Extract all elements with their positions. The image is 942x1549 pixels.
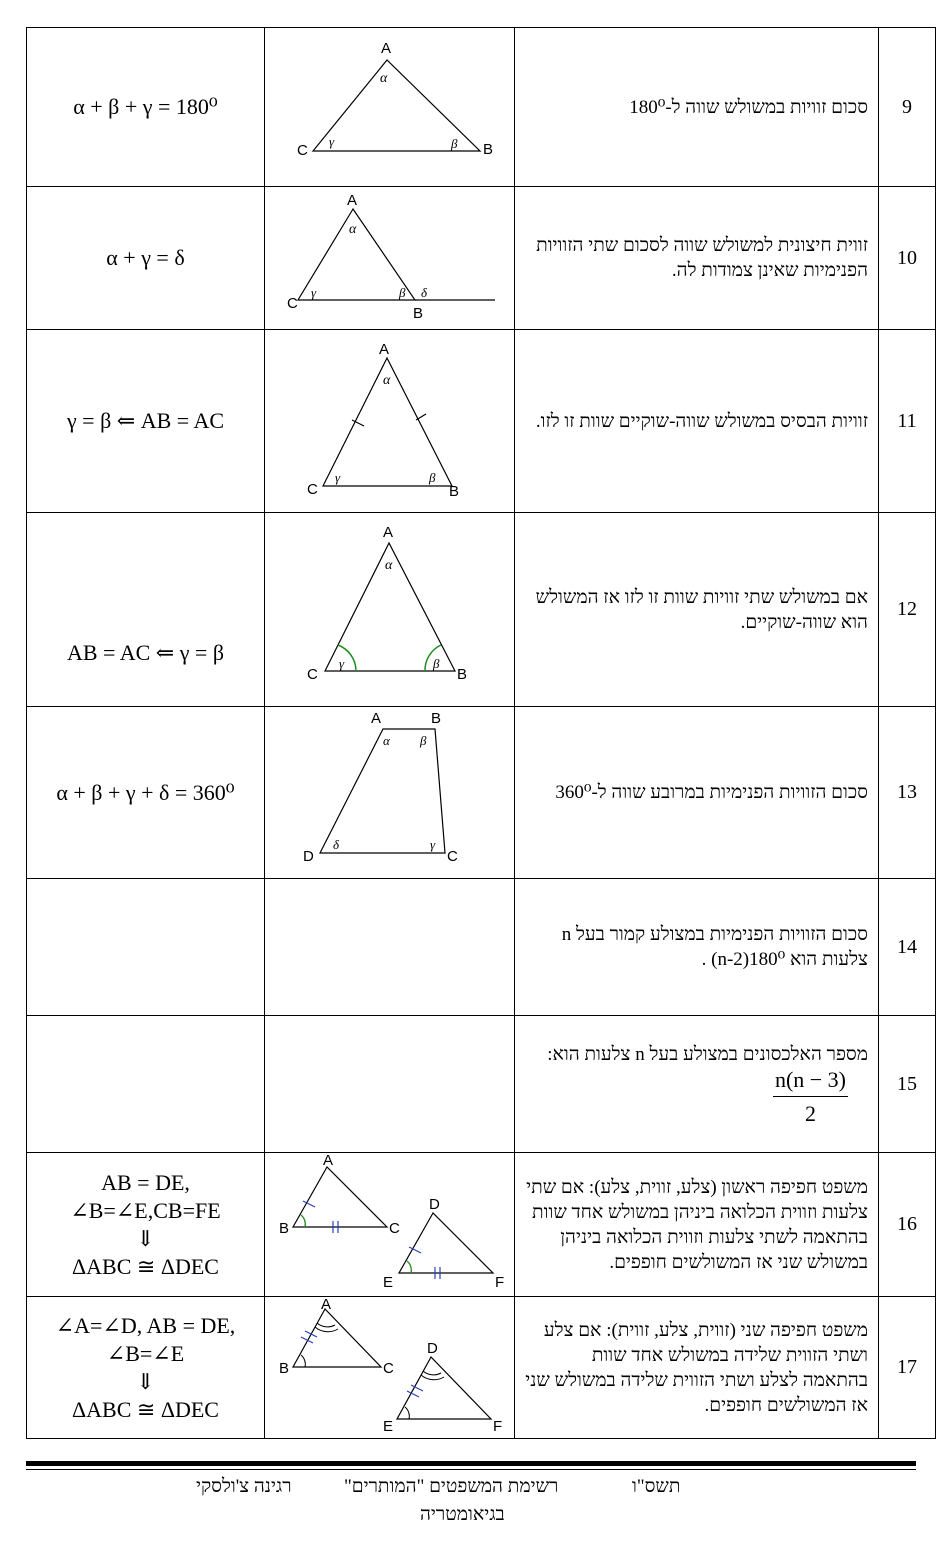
formula-line: ∠A=∠D, AB = DE, ∠B=∠E	[55, 1312, 236, 1366]
svg-text:γ: γ	[339, 656, 345, 671]
svg-text:β: β	[429, 470, 436, 485]
figure-cell	[265, 879, 515, 1016]
formula-cell: γ = β ⇐ AB = AC	[27, 330, 265, 513]
svg-text:β: β	[433, 656, 440, 671]
svg-text:A: A	[379, 341, 390, 358]
diagonals-fraction	[773, 1067, 848, 1126]
statement-cell: זוויות הבסיס במשולש שווה-שוקיים שוות זו לזו.	[515, 330, 879, 513]
row-number: 9	[879, 28, 936, 187]
svg-text:D: D	[427, 1340, 438, 1357]
statement-text: מספר האלכסונים במצולע בעל n צלעות הוא:	[547, 1044, 868, 1065]
svg-text:α: α	[349, 222, 357, 237]
formula-line: ΔABC ≅ ΔDEC	[72, 1253, 219, 1279]
footer-title: רשימת המשפטים "המותרים"	[344, 1476, 559, 1497]
svg-text:C: C	[297, 142, 308, 159]
formula-line: ΔABC ≅ ΔDEC	[72, 1396, 219, 1422]
figure-cell	[265, 330, 515, 513]
svg-text:B: B	[413, 305, 424, 322]
svg-text:A: A	[347, 192, 358, 209]
formula-cell	[27, 879, 265, 1016]
implies-arrow: ⇓	[136, 1368, 155, 1394]
statement-cell: סכום הזוויות הפנימיות במצולע קמור בעל n צלעות הוא 180⁰(n-2) .	[515, 879, 879, 1016]
figure-cell	[265, 1297, 515, 1439]
theorem-row-15	[27, 1016, 936, 1153]
svg-text:α: α	[385, 558, 393, 573]
statement-cell: משפט חפיפה ראשון (צלע, זווית, צלע): אם שתי צלעות וזווית הכלואה ביניהן במשולש אחד שוות בהתאמה לשתי צלעות וזווית הכלואה ביניהן במשולש שני אז המשולשים חופפים.	[515, 1153, 879, 1297]
statement-cell: סכום הזוויות הפנימיות במרובע שווה ל-360⁰	[515, 707, 879, 879]
svg-text:C: C	[307, 481, 318, 498]
svg-text:B: B	[483, 141, 494, 158]
theorem-row-11	[27, 330, 936, 513]
svg-text:A: A	[323, 1153, 334, 1169]
svg-text:B: B	[431, 710, 442, 727]
theorem-row-16	[27, 1153, 936, 1297]
figure-cell	[265, 707, 515, 879]
triangle-figure	[265, 28, 514, 181]
statement-cell: משפט חפיפה שני (זווית, צלע, זווית): אם צלע ושתי הזווית שלידה במשולש אחד שוות בהתאמה לצלע ושתי הזווית שלידה במשולש שני אז המשולשים חופפים.	[515, 1297, 879, 1439]
svg-text:B: B	[457, 666, 468, 683]
row-number: 16	[879, 1153, 936, 1297]
svg-text:α: α	[383, 733, 390, 748]
formula-line: AB = DE, ∠B=∠E,CB=FE	[70, 1169, 221, 1223]
theorem-row-9	[27, 28, 936, 187]
row-number: 15	[879, 1016, 936, 1153]
theorem-row-10	[27, 187, 936, 330]
row-number: 14	[879, 879, 936, 1016]
row-number: 12	[879, 513, 936, 707]
svg-text:δ: δ	[421, 285, 428, 300]
fraction-numerator: n(n − 3)	[773, 1067, 848, 1097]
figure-cell	[265, 28, 515, 187]
figure-cell	[265, 187, 515, 330]
statement-cell: אם במשולש שתי זוויות שוות זו לזו אז המשולש הוא שווה-שוקיים.	[515, 513, 879, 707]
row-number: 11	[879, 330, 936, 513]
svg-text:α: α	[380, 71, 388, 86]
svg-text:C: C	[389, 1220, 400, 1237]
svg-text:E: E	[383, 1418, 394, 1433]
svg-text:E: E	[383, 1274, 394, 1291]
theorem-row-17	[27, 1297, 936, 1439]
svg-text:B: B	[279, 1360, 290, 1377]
svg-text:γ: γ	[329, 134, 335, 149]
equal-angles-triangle-figure	[265, 513, 514, 701]
svg-text:D: D	[429, 1196, 440, 1213]
formula-cell: α + γ = δ	[27, 187, 265, 330]
svg-text:B: B	[449, 483, 460, 500]
isosceles-triangle-figure	[265, 330, 514, 507]
theorem-row-12	[27, 513, 936, 707]
exterior-angle-figure	[265, 187, 514, 324]
svg-text:B: B	[279, 1220, 290, 1237]
statement-cell: זווית חיצונית למשולש שווה לסכום שתי הזוויות הפנימיות שאינן צמודות לה.	[515, 187, 879, 330]
svg-text:C: C	[287, 295, 298, 312]
svg-text:A: A	[383, 524, 394, 541]
theorem-row-14	[27, 879, 936, 1016]
quadrilateral-figure	[265, 707, 514, 873]
svg-text:A: A	[321, 1297, 332, 1313]
row-number: 17	[879, 1297, 936, 1439]
statement-cell	[515, 1016, 879, 1153]
formula-cell	[27, 1016, 265, 1153]
theorems-table	[26, 27, 936, 1439]
figure-cell	[265, 513, 515, 707]
formula-cell: α + β + γ = 180⁰	[27, 28, 265, 187]
svg-text:A: A	[371, 710, 382, 727]
theorem-row-13	[27, 707, 936, 879]
row-number: 10	[879, 187, 936, 330]
fraction-denominator: 2	[804, 1101, 816, 1126]
svg-text:C: C	[307, 666, 318, 683]
formula-cell	[27, 1297, 265, 1439]
svg-text:α: α	[383, 373, 391, 388]
svg-text:D: D	[303, 848, 314, 865]
svg-text:β: β	[420, 733, 427, 748]
svg-text:β: β	[399, 285, 406, 300]
svg-text:γ: γ	[335, 470, 341, 485]
figure-cell	[265, 1153, 515, 1297]
asa-congruence-figure	[265, 1297, 514, 1433]
svg-text:C: C	[447, 848, 458, 865]
svg-text:F: F	[495, 1274, 505, 1291]
figure-cell	[265, 1016, 515, 1153]
svg-text:F: F	[493, 1418, 503, 1433]
footer-year: תשס"ו	[632, 1476, 681, 1497]
statement-cell: סכום זוויות במשולש שווה ל-180⁰	[515, 28, 879, 187]
footer-rule	[26, 1461, 916, 1466]
row-number: 13	[879, 707, 936, 879]
svg-text:γ: γ	[430, 837, 436, 852]
formula-cell: AB = AC ⇐ γ = β	[27, 513, 265, 707]
svg-text:A: A	[381, 40, 392, 57]
svg-text:γ: γ	[311, 285, 317, 300]
footer-rule-thin	[26, 1469, 916, 1470]
svg-text:C: C	[383, 1360, 394, 1377]
sas-congruence-figure	[265, 1153, 514, 1291]
footer-subject: בגיאומטריה	[420, 1504, 505, 1525]
formula-cell: α + β + γ + δ = 360⁰	[27, 707, 265, 879]
footer-author: רגינה צ'ולסקי	[196, 1476, 292, 1497]
formula-cell	[27, 1153, 265, 1297]
implies-arrow: ⇓	[136, 1225, 155, 1251]
svg-text:β: β	[451, 136, 458, 151]
svg-text:δ: δ	[333, 837, 340, 852]
